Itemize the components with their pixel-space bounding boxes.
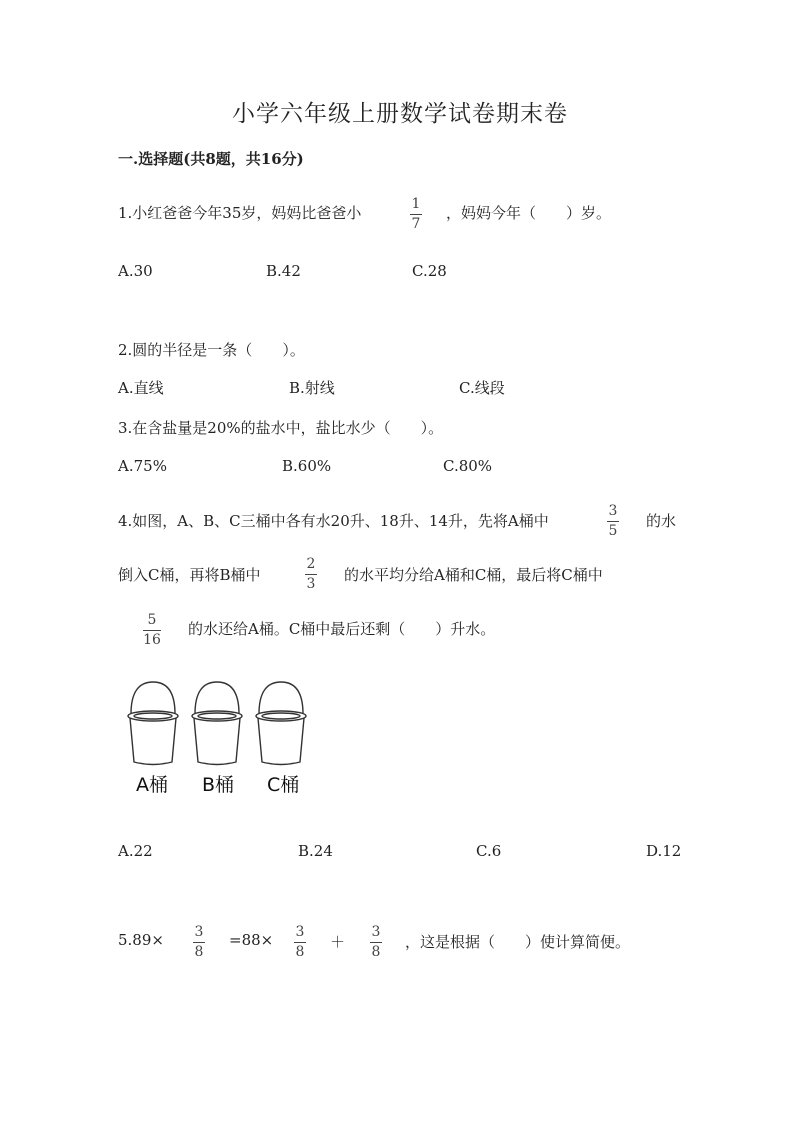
- fraction-numerator: 3: [194, 924, 204, 940]
- question-4-line-1: 4.如图，A、B、C三桶中各有水20升、18升、14升，先将A桶中: [118, 512, 549, 530]
- fraction-bar: [193, 942, 205, 943]
- question-1-text: 1.小红爸爸今年35岁，妈妈比爸爸小: [118, 204, 362, 222]
- fraction-denominator: 8: [194, 944, 204, 960]
- question-4-line-3: 的水还给A桶。C桶中最后还剩（ ）升水。: [188, 620, 496, 638]
- fraction-denominator: 8: [295, 944, 305, 960]
- q1-option-a[interactable]: A.30: [118, 262, 153, 280]
- fraction-denominator: 3: [306, 576, 316, 592]
- page-title: 小学六年级上册数学试卷期末卷: [232, 101, 568, 127]
- q4-option-d[interactable]: D.12: [646, 842, 682, 860]
- question-5-text-start: 5.89×: [118, 931, 164, 949]
- question-4-fraction-3: [143, 612, 161, 648]
- buckets-figure: [122, 678, 312, 798]
- question-4-fraction-2: [305, 556, 317, 592]
- question-1-text-end: ，妈妈今年（ ）岁。: [446, 204, 612, 222]
- section-heading: 一.选择题(共8题，共16分): [118, 150, 304, 168]
- q3-option-b[interactable]: B.60%: [282, 457, 332, 475]
- q4-option-b[interactable]: B.24: [298, 842, 333, 860]
- question-3-text: 3.在含盐量是20%的盐水中，盐比水少（ ）。: [118, 419, 444, 437]
- fraction-numerator: 2: [306, 556, 316, 572]
- fraction-denominator: 7: [411, 216, 421, 232]
- bucket-a-label: A桶: [136, 774, 168, 796]
- question-5-fraction-1: [193, 924, 205, 960]
- question-1-fraction: [410, 196, 422, 232]
- question-4-line-2-end: 的水平均分给A桶和C桶，最后将C桶中: [344, 566, 603, 584]
- fraction-numerator: 3: [295, 924, 305, 940]
- question-2-text: 2.圆的半径是一条（ ）。: [118, 341, 305, 359]
- bucket-b-icon: [192, 682, 242, 765]
- q2-option-b[interactable]: B.射线: [289, 379, 335, 397]
- bucket-c-icon: [256, 682, 306, 765]
- bucket-b-label: B桶: [202, 774, 235, 796]
- fraction-bar: [143, 630, 161, 631]
- fraction-bar: [305, 574, 317, 575]
- question-5-plus: ＋: [330, 933, 346, 951]
- question-5-text-end: ，这是根据（ ）使计算简便。: [405, 933, 631, 951]
- fraction-bar: [607, 521, 619, 522]
- fraction-numerator: 3: [371, 924, 381, 940]
- fraction-numerator: 1: [411, 196, 421, 212]
- fraction-denominator: 16: [143, 632, 161, 648]
- q4-option-c[interactable]: C.6: [476, 842, 502, 860]
- fraction-bar: [370, 942, 382, 943]
- q3-option-a[interactable]: A.75%: [118, 457, 167, 475]
- question-4-line-1-end: 的水: [646, 512, 677, 530]
- bucket-c-label: C桶: [267, 774, 300, 796]
- fraction-bar: [410, 214, 422, 215]
- fraction-denominator: 5: [608, 523, 618, 539]
- question-5-fraction-3: [370, 924, 382, 960]
- fraction-numerator: 3: [608, 503, 618, 519]
- q2-option-a[interactable]: A.直线: [118, 379, 164, 397]
- question-4-fraction-1: [607, 503, 619, 539]
- buckets-illustration: [122, 678, 312, 768]
- question-5-text-mid: =88×: [229, 931, 274, 949]
- q1-option-c[interactable]: C.28: [412, 262, 447, 280]
- bucket-a-icon: [128, 682, 178, 765]
- q1-option-b[interactable]: B.42: [266, 262, 301, 280]
- fraction-bar: [294, 942, 306, 943]
- fraction-denominator: 8: [371, 944, 381, 960]
- q4-option-a[interactable]: A.22: [118, 842, 153, 860]
- question-4-line-2: 倒入C桶，再将B桶中: [118, 566, 261, 584]
- q2-option-c[interactable]: C.线段: [459, 379, 505, 397]
- fraction-numerator: 5: [147, 612, 157, 628]
- q3-option-c[interactable]: C.80%: [443, 457, 493, 475]
- question-5-fraction-2: [294, 924, 306, 960]
